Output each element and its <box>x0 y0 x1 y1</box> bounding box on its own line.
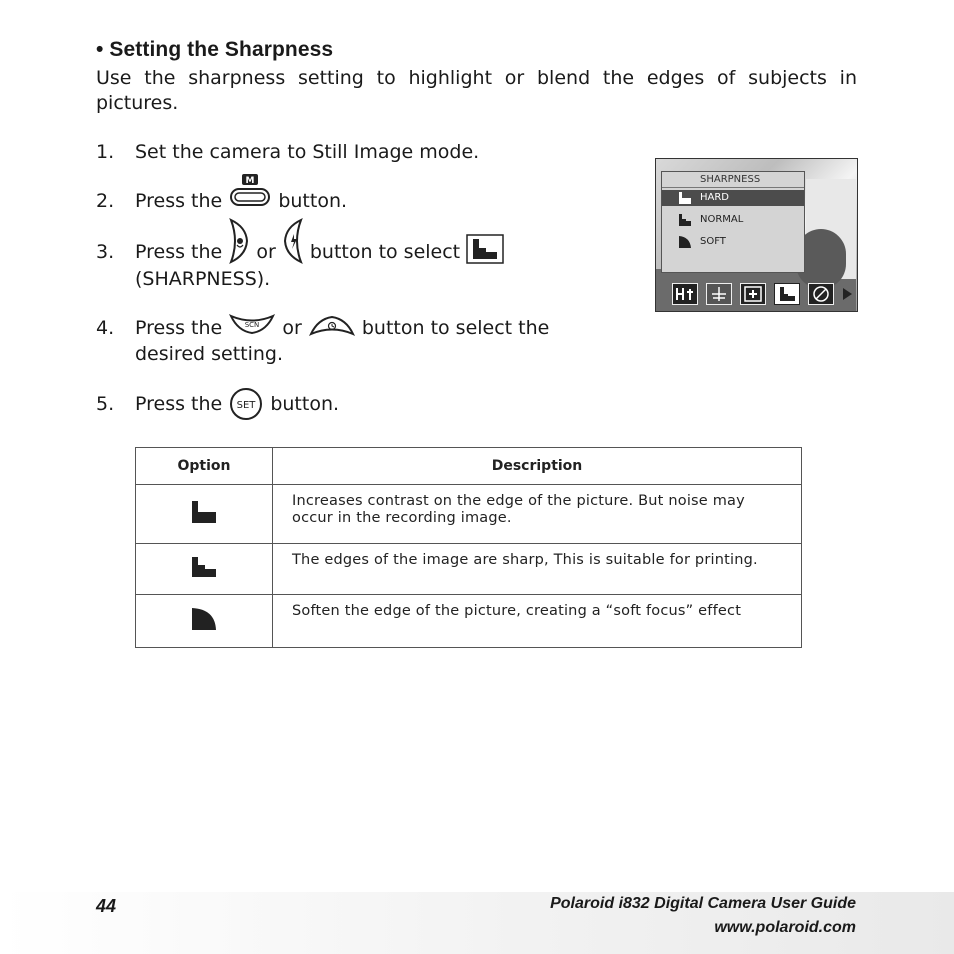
sharpness-soft-icon <box>191 607 217 631</box>
table-option-cell <box>136 595 273 648</box>
svg-text:SCN: SCN <box>244 320 260 329</box>
sharpness-normal-icon <box>191 556 217 578</box>
self-timer-down-button-icon <box>308 319 356 339</box>
step-number: 5. <box>96 393 115 415</box>
step-text <box>135 315 605 367</box>
macro-left-button-icon <box>228 243 250 263</box>
exposure-icon <box>706 283 732 305</box>
step-text-or: or <box>256 241 276 263</box>
menu-item-label: HARD <box>700 192 730 203</box>
sharpness-normal-icon <box>678 214 692 226</box>
white-balance-icon <box>672 283 698 305</box>
section-heading: • Setting the Sharpness <box>96 38 334 61</box>
lcd-toolbar <box>656 283 857 307</box>
step-text <box>135 175 605 214</box>
sharpness-soft-icon <box>678 236 692 248</box>
scn-up-button-icon <box>228 319 276 339</box>
step-number: 4. <box>96 317 115 339</box>
menu-item-normal[interactable] <box>662 212 804 228</box>
table-row <box>136 595 802 648</box>
sharpness-hard-icon <box>678 192 692 204</box>
sharpness-options-table <box>135 447 802 648</box>
table-description-cell: Increases contrast on the edge of the picture. But noise may occur in the recording image. <box>273 485 802 544</box>
footer-title-block <box>550 892 856 940</box>
menu-item-soft[interactable] <box>662 234 804 250</box>
step-text-pre: Press the <box>135 241 223 263</box>
intro-paragraph: Use the sharpness setting to highlight or blend the edges of subjects in pictures. <box>96 67 857 114</box>
step-text-pre: Press the <box>135 393 223 415</box>
sharpness-hard-icon <box>191 500 217 524</box>
effect-icon <box>808 283 834 305</box>
metering-icon <box>740 283 766 305</box>
table-header-row <box>136 448 802 485</box>
sharpness-icon <box>774 283 800 305</box>
step-text-or: or <box>282 317 302 339</box>
flash-right-button-icon <box>282 243 304 263</box>
step-text-line2: (SHARPNESS). <box>135 267 271 290</box>
step-text-line2: desired setting. <box>135 343 284 365</box>
step-number: 2. <box>96 190 115 212</box>
table-row <box>136 485 802 544</box>
guide-title: Polaroid i832 Digital Camera User Guide <box>550 895 856 912</box>
sharpness-menu <box>661 171 805 273</box>
svg-text:M: M <box>245 175 255 186</box>
step-text-pre: Press the <box>135 317 223 339</box>
step-text-post: button to select the <box>361 317 550 339</box>
step-text-post: button. <box>278 190 348 212</box>
sharpness-icon <box>466 236 504 262</box>
table-row <box>136 544 802 595</box>
menu-button-icon <box>228 175 272 211</box>
menu-item-label: SOFT <box>700 236 726 247</box>
arrow-right-icon <box>842 288 852 300</box>
step-text: Set the camera to Still Image mode. <box>135 141 480 163</box>
step-text-post: button to select <box>309 241 461 263</box>
step-text <box>135 391 605 417</box>
step-number: 1. <box>96 141 115 163</box>
menu-title: SHARPNESS <box>662 172 804 188</box>
set-button-icon <box>228 394 264 416</box>
camera-lcd-screenshot <box>655 158 858 312</box>
step-text-pre: Press the <box>135 190 223 212</box>
svg-text:SET: SET <box>236 399 256 411</box>
table-description-cell: Soften the edge of the picture, creating a “soft focus” effect <box>273 595 802 648</box>
table-option-cell <box>136 544 273 595</box>
menu-item-hard[interactable] <box>662 190 804 206</box>
table-header-description: Description <box>273 448 802 485</box>
step-text-post: button. <box>270 393 340 415</box>
table-header-option: Option <box>136 448 273 485</box>
menu-item-label: NORMAL <box>700 214 744 225</box>
website-url[interactable]: www.polaroid.com <box>714 919 856 936</box>
table-option-cell <box>136 485 273 544</box>
table-description-cell: The edges of the image are sharp, This is suitable for printing. <box>273 544 802 595</box>
step-number: 3. <box>96 241 115 263</box>
page-number: 44 <box>96 896 117 916</box>
step-text <box>135 239 605 292</box>
